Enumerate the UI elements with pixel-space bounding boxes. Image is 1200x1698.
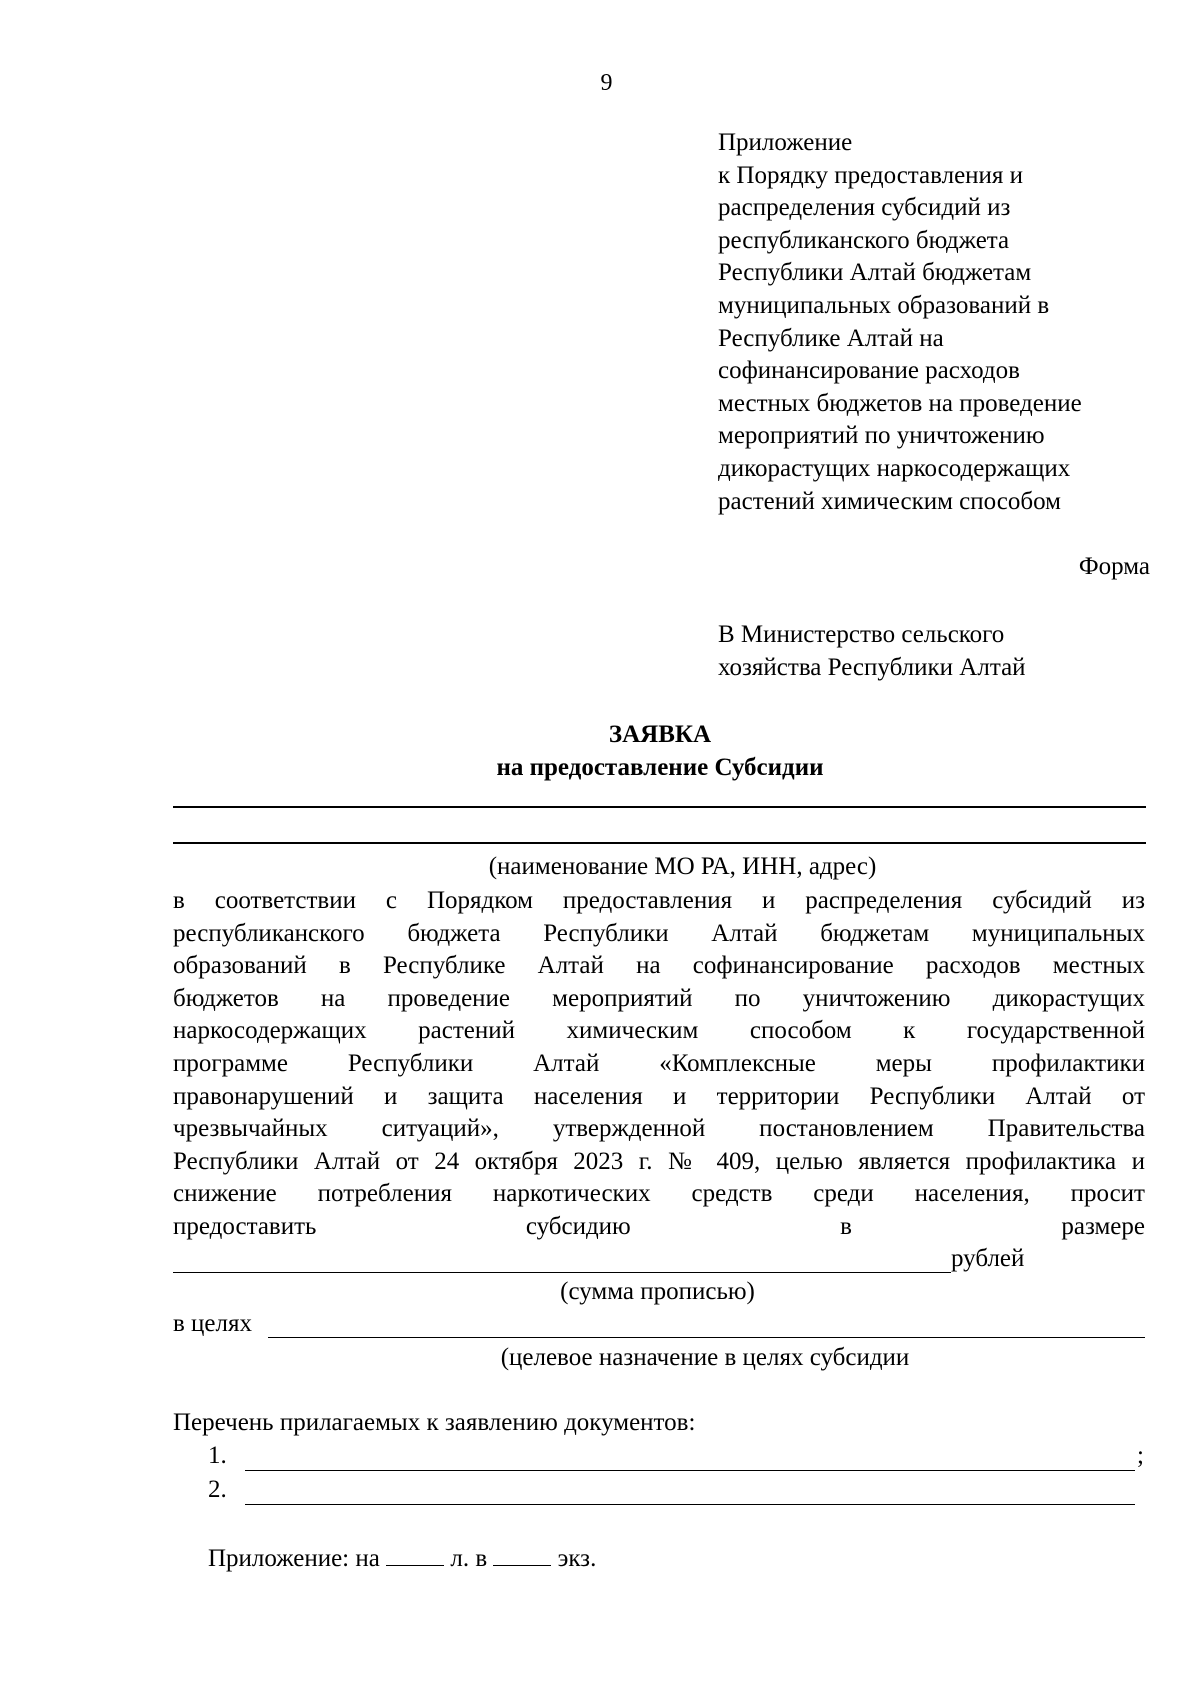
sum-note: (сумма прописью) — [560, 1278, 755, 1305]
appendix-line: распределения субсидий из — [718, 194, 1011, 222]
body-line: снижение потребления наркотических средств среди населения, просит — [173, 1180, 1145, 1208]
page-number: 9 — [600, 70, 613, 96]
appendix-header — [718, 127, 1188, 518]
sum-row — [173, 1245, 1145, 1278]
sum-fill-line[interactable] — [173, 1272, 951, 1273]
name-fill-line-1[interactable] — [173, 806, 1146, 808]
title-line-2: на предоставление Субсидии — [496, 754, 824, 781]
document-fill-line[interactable] — [245, 1470, 1135, 1471]
body-line: программе Республики Алтай «Комплексные меры профилактики — [173, 1049, 1145, 1077]
goal-label: в целях — [173, 1310, 253, 1337]
document-number: 2. — [208, 1476, 227, 1503]
body-line: бюджетов на проведение мероприятий по уничтожению дикорастущих — [173, 984, 1145, 1012]
appendix-line: дикорастущих наркосодержащих — [718, 454, 1071, 482]
document-item — [208, 1442, 1148, 1475]
appendix-line: местных бюджетов на проведение — [718, 389, 1082, 417]
appendix-line: республиканского бюджета — [718, 226, 1010, 254]
addressee-line: В Министерство сельского — [718, 621, 1005, 648]
appendix-line: мероприятий по уничтожению — [718, 422, 1045, 450]
appendix-line: растений химическим способом — [718, 487, 1061, 515]
body-line: в соответствии с Порядком предоставления и распределения субсидий из — [173, 887, 1145, 914]
goal-fill-line[interactable] — [268, 1337, 1145, 1338]
document-fill-line[interactable] — [245, 1504, 1135, 1505]
body-line: образований в Республике Алтай на софинансирование расходов местных — [173, 952, 1145, 980]
appendix-line: софинансирование расходов — [718, 357, 1020, 385]
attachment-line — [208, 1545, 596, 1573]
application-body — [173, 885, 1145, 1244]
name-fill-line-2[interactable] — [173, 842, 1146, 844]
body-line: наркосодержащих растений химическим способом к государственной — [173, 1017, 1145, 1045]
addressee — [718, 619, 1026, 684]
sum-label: рублей — [951, 1245, 1025, 1272]
goal-row — [173, 1310, 1145, 1343]
sheets-blank[interactable] — [386, 1545, 444, 1566]
body-line: предоставить субсидию в размере — [173, 1212, 1145, 1240]
form-label: Форма — [1078, 553, 1150, 580]
appendix-line: Приложение — [718, 129, 853, 156]
title-line-1: ЗАЯВКА — [608, 721, 712, 748]
document-end: ; — [1137, 1442, 1144, 1469]
appendix-line: Республике Алтай на — [718, 324, 944, 352]
body-line: чрезвычайных ситуаций», утвержденной постановлением Правительства — [173, 1115, 1145, 1143]
name-note: (наименование МО РА, ИНН, адрес) — [488, 853, 877, 880]
document-number: 1. — [208, 1442, 227, 1469]
goal-note: (целевое назначение в целях субсидии — [500, 1344, 910, 1371]
document-item — [208, 1476, 1148, 1509]
copies-blank[interactable] — [493, 1545, 551, 1566]
body-line: республиканского бюджета Республики Алтай бюджетам муниципальных — [173, 919, 1145, 947]
addressee-line: хозяйства Республики Алтай — [718, 653, 1026, 681]
body-line: Республики Алтай от 24 октября 2023 г. № 409, целью является профилактика и — [173, 1147, 1145, 1175]
attachment-middle: л. в — [450, 1545, 488, 1572]
appendix-line: Республики Алтай бюджетам — [718, 259, 1032, 287]
body-line: правонарушений и защита населения и территории Республики Алтай от — [173, 1082, 1145, 1110]
document-title — [0, 718, 1200, 784]
attachment-prefix: Приложение: на — [208, 1545, 380, 1572]
documents-title: Перечень прилагаемых к заявлению документов: — [173, 1409, 696, 1436]
appendix-line: муниципальных образований в — [718, 291, 1050, 319]
appendix-line: к Порядку предоставления и — [718, 161, 1024, 189]
attachment-suffix: экз. — [557, 1545, 597, 1572]
